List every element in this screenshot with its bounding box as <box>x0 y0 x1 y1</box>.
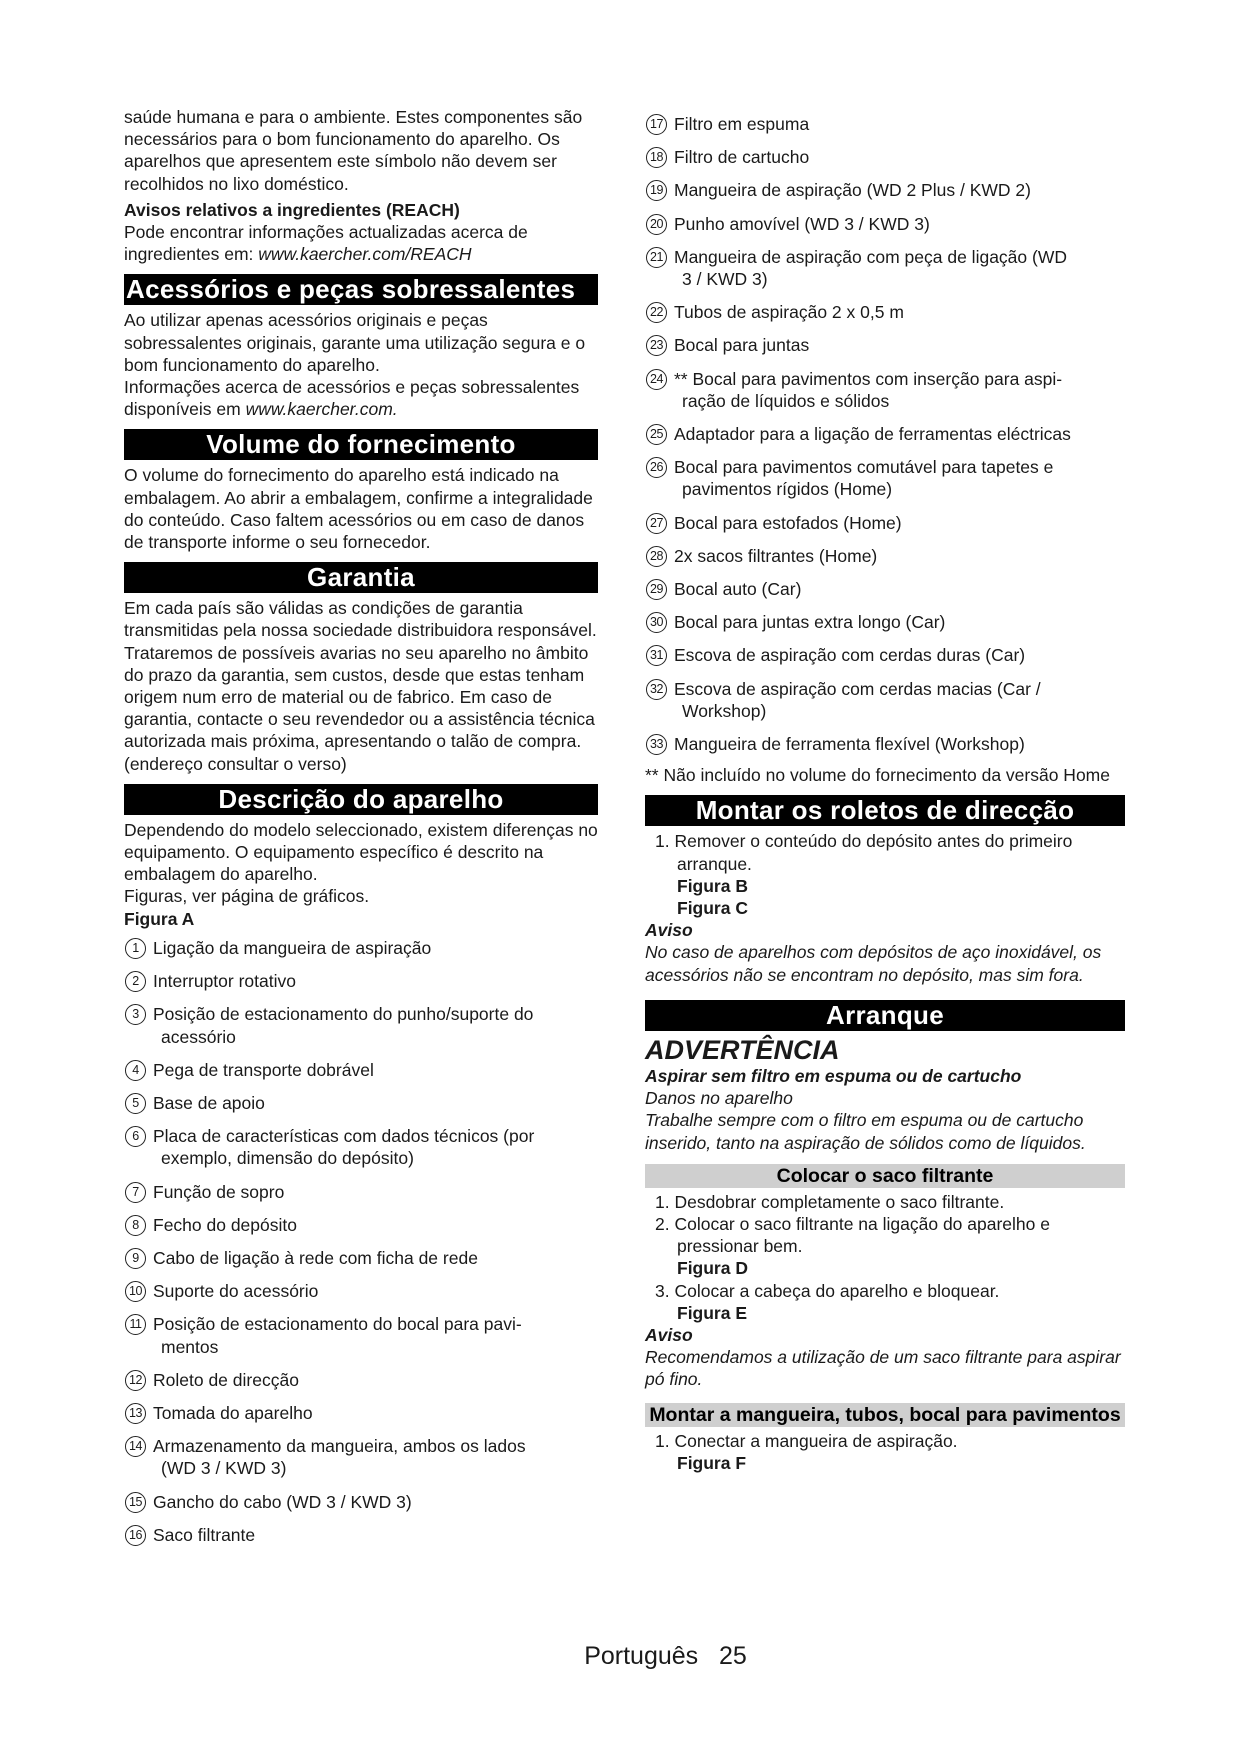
section-header-startup: Arranque <box>645 1000 1125 1031</box>
item-number-badge: 22 <box>646 302 667 323</box>
parts-list-item <box>124 970 598 992</box>
item-label: Bocal para pavimentos comutável para tapetes e <box>674 457 1054 478</box>
item-number-badge: 25 <box>646 424 667 445</box>
item-number-badge: 17 <box>646 114 667 135</box>
item-number-badge: 32 <box>646 679 667 700</box>
parts-list-item <box>124 1402 598 1424</box>
item-number-badge: 2 <box>125 971 146 992</box>
description-text: Dependendo do modelo seleccionado, existem diferenças no equipamento. O equipamento específico é descrito na embalagem do aparelho. <box>124 819 598 885</box>
item-number-badge: 13 <box>125 1403 146 1424</box>
item-number-badge: 9 <box>125 1248 146 1269</box>
item-label: Roleto de direcção <box>153 1369 299 1390</box>
parts-list-item <box>124 1313 598 1357</box>
section-header-castors: Montar os roletos de direcção <box>645 795 1125 826</box>
parts-list-item <box>645 146 1125 168</box>
parts-list-item <box>124 1092 598 1114</box>
warranty-text: Em cada país são válidas as condições de garantia transmitidas pela nossa sociedade distribuidora responsável. Trataremos de possíveis avarias no seu aparelho no âmbito do prazo da garantia, sem custos, desde que estas tenham origem num erro de material ou de fabrico. Em caso de garantia, contacte o seu revendedor ou a assistência técnica autorizada mais próxima, apresentando o talão de compra. <box>124 598 597 752</box>
item-label: Punho amovível (WD 3 / KWD 3) <box>674 213 930 234</box>
item-number-badge: 21 <box>646 247 667 268</box>
item-label: Mangueira de ferramenta flexível (Workshop) <box>674 734 1025 755</box>
item-number-badge: 5 <box>125 1093 146 1114</box>
item-label-continued: exemplo, dimensão do depósito) <box>161 1148 414 1169</box>
parts-list-item <box>645 213 1125 235</box>
parts-list-item <box>645 545 1125 567</box>
item-label: Fecho do depósito <box>153 1214 297 1235</box>
figure-b-label: Figura B <box>677 875 748 896</box>
item-label: Mangueira de aspiração com peça de ligação (WD <box>674 246 1067 267</box>
subsection-header-filter-bag: Colocar o saco filtrante <box>645 1164 1125 1188</box>
item-label: Bocal para juntas <box>674 335 810 356</box>
item-label-continued: acessório <box>161 1026 236 1047</box>
item-number-badge: 7 <box>125 1182 146 1203</box>
parts-list-item <box>645 179 1125 201</box>
footer-language: Português <box>584 1642 699 1670</box>
item-label: Interruptor rotativo <box>153 971 296 992</box>
figure-a-label: Figura A <box>124 908 195 929</box>
item-number-badge: 20 <box>646 214 667 235</box>
warning-text: Trabalhe sempre com o filtro em espuma ou de cartucho inserido, tanto na aspiração de sólidos como de líquidos. <box>645 1110 1086 1153</box>
item-label-continued: (WD 3 / KWD 3) <box>161 1458 287 1479</box>
parts-list-item <box>645 423 1125 445</box>
item-label-continued: mentos <box>161 1336 219 1357</box>
item-number-badge: 18 <box>646 147 667 168</box>
item-label: Base de apoio <box>153 1092 265 1113</box>
item-label: Mangueira de aspiração (WD 2 Plus / KWD 2) <box>674 180 1031 201</box>
section-header-warranty: Garantia <box>124 562 598 593</box>
accessories-link[interactable]: www.kaercher.com. <box>245 399 398 420</box>
parts-list-item <box>645 334 1125 356</box>
figure-d-label: Figura D <box>677 1258 748 1279</box>
filter-bag-step-2: 2. Colocar o saco filtrante na ligação do aparelho e pressionar bem. <box>655 1213 1050 1257</box>
parts-list-right <box>645 113 1125 755</box>
parts-list-item <box>124 1003 598 1047</box>
intro-text: saúde humana e para o ambiente. Estes componentes são necessários para o bom funcionamento do aparelho. Os aparelhos que apresentem este símbolo não devem ser recolhidos no lixo doméstico. <box>124 107 583 194</box>
warning-damage: Danos no aparelho <box>645 1088 793 1109</box>
parts-list-item <box>645 611 1125 633</box>
filter-bag-step-1: 1. Desdobrar completamente o saco filtrante. <box>655 1191 1005 1212</box>
description-figures: Figuras, ver página de gráficos. <box>124 886 370 907</box>
parts-list-item <box>645 113 1125 135</box>
item-number-badge: 11 <box>125 1314 146 1335</box>
item-label-continued: Workshop) <box>682 700 767 721</box>
note-title: Aviso <box>645 920 693 941</box>
parts-list-item <box>124 1491 598 1513</box>
footnote: ** Não incluído no volume do fornecimento da versão Home <box>645 765 1110 786</box>
parts-list-item <box>645 512 1125 534</box>
right-column <box>645 106 1125 1474</box>
castors-step-1: 1. Remover o conteúdo do depósito antes do primeiro arranque. <box>655 831 1073 874</box>
item-number-badge: 26 <box>646 457 667 478</box>
hose-step-1: 1. Conectar a mangueira de aspiração. <box>655 1430 958 1451</box>
item-number-badge: 27 <box>646 513 667 534</box>
item-label-continued: pavimentos rígidos (Home) <box>682 479 893 500</box>
item-number-badge: 3 <box>125 1004 146 1025</box>
page-number: 25 <box>719 1642 747 1670</box>
parts-list-item <box>645 578 1125 600</box>
item-label: Filtro de cartucho <box>674 147 810 168</box>
item-label: Gancho do cabo (WD 3 / KWD 3) <box>153 1491 412 1512</box>
parts-list-item <box>645 368 1125 412</box>
parts-list-item <box>645 301 1125 323</box>
item-number-badge: 1 <box>125 938 146 959</box>
item-label: Placa de características com dados técnicos (por <box>153 1126 535 1147</box>
item-label: Adaptador para a ligação de ferramentas eléctricas <box>674 424 1071 445</box>
parts-list-item <box>124 1181 598 1203</box>
item-number-badge: 12 <box>125 1370 146 1391</box>
item-number-badge: 24 <box>646 369 667 390</box>
parts-list-item <box>645 246 1125 290</box>
parts-list-item <box>124 1247 598 1269</box>
warranty-address: (endereço consultar o verso) <box>124 753 347 774</box>
accessories-text: Ao utilizar apenas acessórios originais e peças sobressalentes originais, garante uma utilização segura e o bom funcionamento do aparelho. <box>124 310 586 375</box>
item-label: ** Bocal para pavimentos com inserção para aspi- <box>674 368 1063 389</box>
warning-title: ADVERTÊNCIA <box>645 1034 840 1065</box>
figure-c-label: Figura C <box>677 898 748 919</box>
section-header-accessories: Acessórios e peças sobressalentes <box>124 274 598 305</box>
item-label: Escova de aspiração com cerdas macias (Car / <box>674 678 1041 699</box>
note-title-2: Aviso <box>645 1324 693 1345</box>
accessories-text-2: Informações acerca de acessórios e peças sobressalentes disponíveis em www.kaercher.com. <box>124 377 580 420</box>
item-number-badge: 19 <box>646 180 667 201</box>
item-number-badge: 28 <box>646 546 667 567</box>
item-label: Função de sopro <box>153 1181 285 1202</box>
parts-list-item <box>124 1059 598 1081</box>
reach-title: Avisos relativos a ingredientes (REACH) <box>124 199 460 220</box>
note-text-2: Recomendamos a utilização de um saco filtrante para aspirar pó fino. <box>645 1347 1121 1390</box>
parts-list-item <box>124 1125 598 1169</box>
parts-list-item <box>645 733 1125 755</box>
parts-list-left <box>124 937 598 1546</box>
item-label: Bocal auto (Car) <box>674 579 802 600</box>
item-number-badge: 15 <box>125 1492 146 1513</box>
item-number-badge: 33 <box>646 734 667 755</box>
volume-text: O volume do fornecimento do aparelho está indicado na embalagem. Ao abrir a embalagem, confirme a integralidade do conteúdo. Caso faltem acessórios ou em caso de danos de transporte informe o seu fornecedor. <box>124 465 593 553</box>
item-label: Armazenamento da mangueira, ambos os lados <box>153 1436 526 1457</box>
item-label: Suporte do acessório <box>153 1281 319 1302</box>
item-number-badge: 4 <box>125 1060 146 1081</box>
section-header-description: Descrição do aparelho <box>124 784 598 815</box>
item-number-badge: 16 <box>125 1525 146 1546</box>
parts-list-item <box>124 1524 598 1546</box>
item-number-badge: 29 <box>646 579 667 600</box>
item-number-badge: 31 <box>646 645 667 666</box>
page-footer <box>0 1642 1241 1671</box>
subsection-header-hose: Montar a mangueira, tubos, bocal para pavimentos <box>645 1403 1125 1427</box>
item-label: Tomada do aparelho <box>153 1402 313 1423</box>
item-label: 2x sacos filtrantes (Home) <box>674 545 878 566</box>
left-column <box>124 106 598 1557</box>
section-header-volume: Volume do fornecimento <box>124 429 598 460</box>
item-label-continued: 3 / KWD 3) <box>682 269 768 290</box>
figure-f-label: Figura F <box>677 1452 747 1473</box>
reach-link[interactable]: www.kaercher.com/REACH <box>258 244 472 265</box>
item-label: Posição de estacionamento do punho/suporte do <box>153 1004 534 1025</box>
item-label: Bocal para juntas extra longo (Car) <box>674 612 946 633</box>
item-label: Escova de aspiração com cerdas duras (Car) <box>674 645 1026 666</box>
parts-list-item <box>124 1280 598 1302</box>
item-number-badge: 14 <box>125 1436 146 1457</box>
item-number-badge: 8 <box>125 1215 146 1236</box>
reach-text: Pode encontrar informações actualizadas acerca de ingredientes em: www.kaercher.com/REACH <box>124 222 528 265</box>
item-label: Ligação da mangueira de aspiração <box>153 937 432 958</box>
filter-bag-step-3: 3. Colocar a cabeça do aparelho e bloquear. <box>655 1280 1000 1301</box>
parts-list-item <box>124 937 598 959</box>
item-number-badge: 23 <box>646 335 667 356</box>
item-number-badge: 10 <box>125 1281 146 1302</box>
item-label: Tubos de aspiração 2 x 0,5 m <box>674 302 904 323</box>
parts-list-item <box>124 1214 598 1236</box>
item-label: Pega de transporte dobrável <box>153 1059 374 1080</box>
item-label: Cabo de ligação à rede com ficha de rede <box>153 1247 478 1268</box>
parts-list-item <box>124 1435 598 1479</box>
parts-list-item <box>645 678 1125 722</box>
note-text: No caso de aparelhos com depósitos de aço inoxidável, os acessórios não se encontram no depósito, mas sim fora. <box>645 942 1102 985</box>
item-label: Posição de estacionamento do bocal para pavi- <box>153 1314 522 1335</box>
item-label-continued: ração de líquidos e sólidos <box>682 390 890 411</box>
parts-list-item <box>645 644 1125 666</box>
figure-e-label: Figura E <box>677 1302 748 1323</box>
warning-subtitle: Aspirar sem filtro em espuma ou de cartucho <box>645 1065 1022 1086</box>
item-label: Saco filtrante <box>153 1524 256 1545</box>
parts-list-item <box>124 1369 598 1391</box>
parts-list-item <box>645 456 1125 500</box>
item-label: Bocal para estofados (Home) <box>674 512 902 533</box>
item-number-badge: 6 <box>125 1126 146 1147</box>
item-label: Filtro em espuma <box>674 114 810 134</box>
item-number-badge: 30 <box>646 612 667 633</box>
